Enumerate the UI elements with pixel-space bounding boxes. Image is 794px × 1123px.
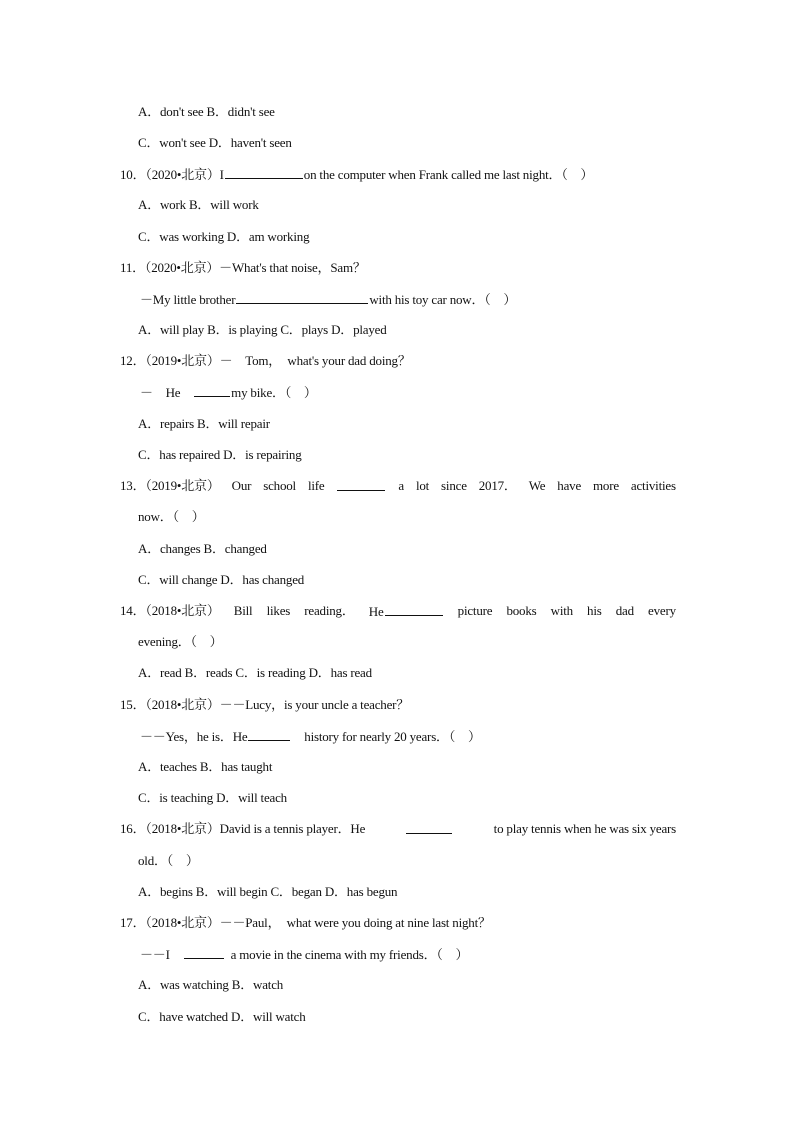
q9-options-ab: A．don't see B．didn't see [138,104,275,119]
q10-stem-suffix: on the computer when Frank called me last night．（ ） [303,167,594,182]
q13-word: have [557,478,582,493]
q13-word: a [398,478,404,493]
q12-blank [194,383,230,397]
q11-options: A．will play B．is playing C．plays D．played [138,322,387,337]
q12-response [140,383,317,402]
q14-word: dad [615,603,634,618]
q11-response [140,290,516,309]
q12-options-cd: C．has repaired D．is repairing [138,447,302,462]
q17-blank [184,945,224,959]
q17-response-suffix: a movie in the cinema with my friends．（ ） [230,947,469,962]
q14-stem-cont: evening．（ ） [138,634,223,649]
q13-word: We [528,478,546,493]
q13-word: lot [415,478,430,493]
q16-blank [406,820,452,834]
q17-options-cd: C．have watched D．will watch [138,1009,306,1024]
q10-options-ab: A．work B．will work [138,197,259,212]
q12-stem: 12．（2019•北京）－ Tom， what's your dad doing？ [120,353,411,368]
q17-response [140,945,468,964]
q15-options-ab: A．teaches B．has taught [138,759,273,774]
q14-word: books [506,603,537,618]
q15-options-cd: C．is teaching D．will teach [138,790,287,805]
q17-stem: 17．（2018•北京）－－Paul， what were you doing at nine last night？ [120,915,491,930]
q13-options-cd: C．will change D．has changed [138,572,305,587]
q13-word: since [441,478,467,493]
q10-stem [120,165,593,184]
q14-word-he: He [369,602,444,621]
q12-response-suffix: my bike．（ ） [231,385,317,400]
q15-stem: 15．（2018•北京）－－Lucy，is your uncle a teacher？ [120,697,410,712]
q16-options: A．begins B．will begin C．began D．has begun [138,884,398,899]
q14-word: every [648,603,676,618]
q15-blank [248,727,290,741]
q14-word: likes [266,603,291,618]
q12-response-prefix: － He [140,385,194,400]
q14-stem [120,602,676,621]
q14-word: 14．（2018•北京） [120,603,220,618]
q15-response [140,727,481,746]
q11-response-suffix: with his toy car now．（ ） [369,292,517,307]
q15-response-suffix: history for nearly 20 years．（ ） [291,729,481,744]
q13-word: 13．（2019•北京） [120,478,220,493]
q11-blank [236,290,368,304]
q14-word: reading． [304,603,355,618]
q13-blank [337,477,385,491]
q10-blank [225,165,303,179]
q16-stem-suffix: to play tennis when he was six years [493,821,676,836]
q11-response-prefix: －My little brother [140,292,236,307]
q10-options-cd: C．was working D．am working [138,229,310,244]
q17-response-prefix: －－I [140,947,183,962]
q17-options-ab: A．was watching B．watch [138,977,284,992]
q16-stem-cont: old．（ ） [138,853,199,868]
q13-stem [120,477,676,495]
q16-stem [120,820,676,838]
q13-word: activities [630,478,676,493]
q14-word: Bill [233,603,253,618]
q13-word: life [307,478,325,493]
q9-options-cd: C．won't see D．haven't seen [138,135,292,150]
q13-stem-cont: now．（ ） [138,509,205,524]
q11-stem: 11．（2020•北京）－What's that noise，Sam？ [120,260,366,275]
q13-word: school [263,478,296,493]
q14-word: with [550,603,573,618]
q13-word: Our [231,478,252,493]
q10-stem-prefix: 10．（2020•北京）I [120,167,224,182]
q16-stem-prefix: 16．（2018•北京）David is a tennis player．He [120,821,366,836]
q12-options-ab: A．repairs B．will repair [138,416,270,431]
q14-word: his [587,603,602,618]
q15-response-prefix: －－Yes，he is．He [140,729,248,744]
q13-word: more [593,478,619,493]
q13-word: 2017． [478,478,517,493]
q14-word: picture [457,603,493,618]
q14-options: A．read B．reads C．is reading D．has read [138,665,372,680]
q13-options-ab: A．changes B．changed [138,541,267,556]
q14-blank [385,602,443,616]
